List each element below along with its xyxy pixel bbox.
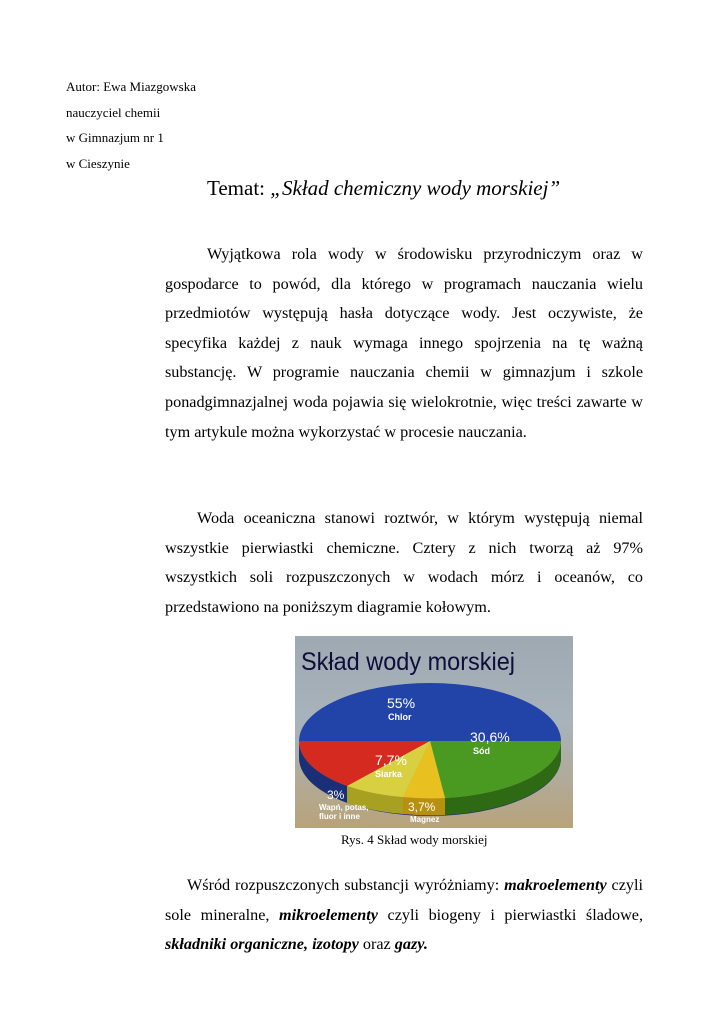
page-title bbox=[207, 176, 560, 201]
term-gazy: gazy. bbox=[394, 935, 428, 954]
label-sod-name: Sód bbox=[473, 746, 490, 756]
pie-chart-figure bbox=[295, 636, 573, 828]
label-inne-value: 3% bbox=[327, 788, 345, 802]
label-inne-name-1: Wapń, potas, bbox=[319, 803, 369, 812]
substances-text-2: czyli sole mineralne, bbox=[165, 876, 643, 924]
substances-text-4: oraz bbox=[358, 935, 395, 954]
author-role: nauczyciel chemii bbox=[66, 104, 161, 120]
substances-text-3: czyli biogeny i pierwiastki śladowe, bbox=[377, 905, 644, 924]
label-chlor-name: Chlor bbox=[388, 712, 412, 722]
term-makroelementy: makroelementy bbox=[504, 876, 607, 894]
label-magnez-name: Magnez bbox=[410, 815, 440, 824]
title-topic: „Skład chemiczny wody morskiej” bbox=[270, 176, 561, 200]
author-name: Autor: Ewa Miazgowska bbox=[66, 79, 196, 94]
paragraph-intro-text: Wyjątkowa rola wody w środowisku przyrodniczym oraz w gospodarce to powód, dla którego w programach nauczania wielu przedmiotów występują hasła dotyczące wody. Jest oczywiste, że specyfika każdej z nauk wymaga innego spojrzenia na tę ważną substancję. W programie nauczania chemii w gimnazjum i szkole ponadgimnazjalnej woda pojawia się wielokrotnie, więc treści zawarte w tym artykule można wykorzystać w procesie nauczania. bbox=[165, 245, 643, 441]
term-organiczne-izotopy: składniki organiczne, izotopy bbox=[165, 935, 359, 954]
label-siarka-value: 7,7% bbox=[375, 752, 407, 768]
author-info bbox=[66, 74, 196, 176]
author-school: w Gimnazjum nr 1 bbox=[66, 130, 164, 145]
pie-chart bbox=[295, 636, 573, 828]
label-magnez-value: 3,7% bbox=[408, 800, 436, 814]
term-mikroelementy: mikroelementy bbox=[279, 905, 378, 924]
pie-slice-chlor bbox=[299, 683, 561, 741]
label-chlor-value: 55% bbox=[387, 695, 416, 711]
chart-title: Skład wody morskiej bbox=[301, 648, 515, 676]
paragraph-ocean bbox=[165, 504, 643, 622]
paragraph-ocean-text: Woda oceaniczna stanowi roztwór, w którym występują niemal wszystkie pierwiastki chemiczne. Cztery z nich tworzą aż 97% wszystkich soli rozpuszczonych w wodach mórz i oceanów, co przedstawiono na poniższym diagramie kołowym. bbox=[165, 509, 643, 616]
paragraph-intro bbox=[165, 240, 643, 447]
label-siarka-name: Siarka bbox=[375, 769, 403, 779]
label-sod-value: 30,6% bbox=[470, 729, 510, 745]
title-prefix: Temat: bbox=[207, 176, 271, 200]
label-inne-name-2: fluor i inne bbox=[319, 812, 360, 821]
author-city: w Cieszynie bbox=[66, 155, 130, 171]
figure-caption: Rys. 4 Skład wody morskiej bbox=[341, 832, 488, 847]
substances-text-1: Wśród rozpuszczonych substancji wyróżniamy: bbox=[187, 876, 505, 894]
pie-slice-sod bbox=[430, 741, 561, 798]
paragraph-substances bbox=[165, 871, 643, 960]
